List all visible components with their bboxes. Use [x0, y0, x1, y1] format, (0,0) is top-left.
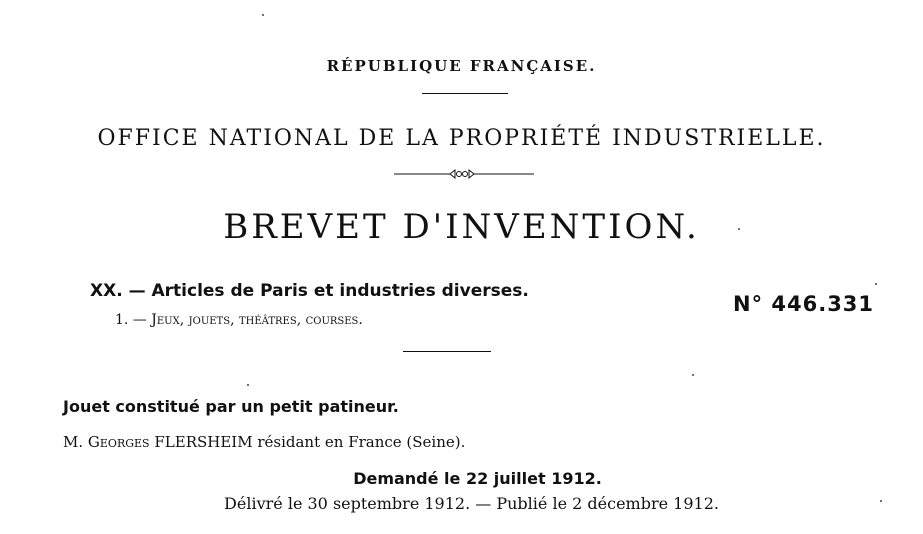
document-type-heading: BREVET D'INVENTION. — [223, 207, 700, 247]
scan-speck — [875, 283, 877, 285]
filing-date: Demandé le 22 juillet 1912. — [353, 469, 602, 488]
subgroup-text: Jeux, jouets, théâtres, courses. — [151, 312, 363, 328]
applicant-name-residence: FLERSHEIM résidant en France (Seine). — [154, 433, 466, 451]
scan-speck — [247, 384, 249, 386]
republic-heading: RÉPUBLIQUE FRANÇAISE. — [326, 57, 597, 75]
patent-number: N° 446.331 — [733, 292, 875, 316]
scan-speck — [262, 14, 264, 16]
applicant-prefix: M. — [63, 433, 84, 451]
classification-subgroup — [115, 312, 363, 328]
scan-speck — [738, 228, 740, 230]
divider-ornament-icon — [394, 168, 534, 180]
applicant-line — [63, 433, 465, 451]
applicant-first-name: Georges — [87, 433, 150, 451]
issue-publication-dates: Délivré le 30 septembre 1912. — Publié le 2 décembre 1912. — [224, 494, 719, 513]
scan-speck — [880, 500, 882, 502]
invention-title: Jouet constitué par un petit patineur. — [63, 397, 399, 416]
office-heading: OFFICE NATIONAL DE LA PROPRIÉTÉ INDUSTRIELLE. — [97, 126, 826, 151]
scan-speck — [692, 374, 694, 376]
divider-rule-middle — [403, 351, 491, 352]
subgroup-number: 1. — — [115, 312, 147, 328]
classification-group: XX. — Articles de Paris et industries diverses. — [90, 281, 529, 301]
divider-rule-top — [422, 93, 508, 94]
